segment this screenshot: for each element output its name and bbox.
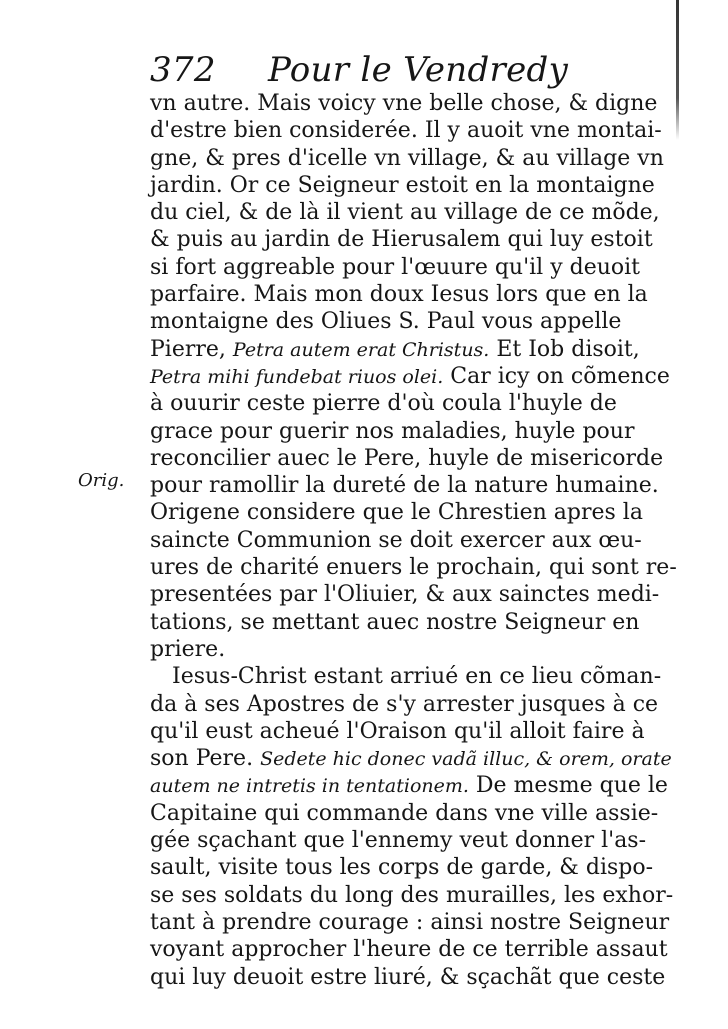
text-segment: du ciel, & de là il vient au village de ce mõde, xyxy=(150,200,660,226)
text-line xyxy=(150,636,590,663)
text-segment: si fort aggreable pour l'œuure qu'il y deuoit xyxy=(150,254,641,280)
text-segment: presentées par l'Oliuier, & aux sainctes medi- xyxy=(150,582,660,608)
latin-quotation: Petra mihi fundebat riuos olei. xyxy=(150,365,444,388)
text-segment: parfaire. Mais mon doux Iesus lors que en la xyxy=(150,282,648,308)
text-segment: voyant approcher l'heure de ce terrible assaut xyxy=(150,937,668,963)
page-edge-shadow xyxy=(676,0,679,140)
text-line xyxy=(150,581,660,608)
text-line xyxy=(150,936,668,963)
text-segment: Et Iob disoit, xyxy=(489,336,640,362)
margin-note: Orig. xyxy=(78,470,125,491)
text-segment: à ouurir ceste pierre d'où coula l'huyle de xyxy=(150,391,617,417)
text-segment: Iesus-Christ estant arriué en ce lieu cõman- xyxy=(172,664,662,690)
text-segment: sault, visite tous les corps de garde, & dispo- xyxy=(150,855,654,881)
text-line xyxy=(150,472,659,499)
text-segment: saincte Communion se doit exercer aux œu- xyxy=(150,527,642,553)
text-segment: Origene considere que le Chrestien apres la xyxy=(150,500,643,526)
latin-quotation: autem ne intretis in tentationem. xyxy=(150,775,469,798)
text-line xyxy=(150,390,617,417)
text-line xyxy=(150,882,674,909)
text-line xyxy=(150,718,645,745)
text-segment: pour ramollir la dureté de la nature humaine. xyxy=(150,473,659,499)
text-line xyxy=(150,827,647,854)
text-line xyxy=(150,145,664,172)
text-line xyxy=(150,800,659,827)
text-line xyxy=(150,909,670,936)
text-line xyxy=(150,336,640,363)
text-segment: vn autre. Mais voicy vne belle chose, & digne xyxy=(150,91,658,116)
text-segment: ures de charité enuers le prochain, qui sont re- xyxy=(150,555,677,581)
text-segment: Capitaine qui commande dans vne ville assie- xyxy=(150,800,659,826)
text-segment: son Pere. xyxy=(150,746,261,772)
running-title: Pour le Vendredy xyxy=(268,50,569,90)
text-segment: qu'il eust acheué l'Oraison qu'il alloit faire à xyxy=(150,718,645,744)
body-text xyxy=(150,90,677,991)
text-line xyxy=(150,527,642,554)
latin-quotation: Sedete hic donec vadã illuc, & orem, orate xyxy=(260,748,672,771)
latin-quotation: Petra autem erat Christus. xyxy=(232,338,490,361)
text-line xyxy=(150,772,668,799)
text-line xyxy=(150,418,635,445)
text-segment: tations, se mettant auec nostre Seigneur en xyxy=(150,609,640,635)
text-line xyxy=(150,90,658,117)
text-line xyxy=(150,172,655,199)
text-line xyxy=(150,663,662,690)
text-segment: da à ses Apostres de s'y arrester jusques à ce xyxy=(150,691,659,717)
text-segment: reconcilier auec le Pere, huyle de misericorde xyxy=(150,445,664,471)
text-line xyxy=(150,308,622,335)
text-segment: priere. xyxy=(150,636,226,662)
text-segment: grace pour guerir nos maladies, huyle pour xyxy=(150,418,635,444)
text-line xyxy=(150,445,664,472)
text-line xyxy=(150,854,654,881)
page-number: 372 xyxy=(150,50,216,90)
text-segment: Pierre, xyxy=(150,336,233,362)
text-segment: Car icy on cõmence xyxy=(443,363,670,389)
text-line xyxy=(150,964,666,991)
text-line xyxy=(150,691,659,718)
text-line xyxy=(150,609,640,636)
text-segment: tant à prendre courage : ainsi nostre Seigneur xyxy=(150,909,670,935)
text-line xyxy=(150,363,670,390)
text-line xyxy=(150,117,662,144)
text-line xyxy=(150,226,653,253)
text-line xyxy=(150,199,660,226)
text-line xyxy=(150,499,643,526)
text-segment: montaigne des Oliues S. Paul vous appelle xyxy=(150,309,622,335)
text-segment: jardin. Or ce Seigneur estoit en la montaigne xyxy=(150,172,655,198)
text-segment: qui luy deuoit estre liuré, & sçachãt que ceste xyxy=(150,964,666,990)
text-line xyxy=(150,554,677,581)
text-line xyxy=(150,281,648,308)
text-segment: & puis au jardin de Hierusalem qui luy estoit xyxy=(150,227,653,253)
text-segment: se ses soldats du long des murailles, les exhor- xyxy=(150,882,674,908)
text-segment: gne, & pres d'icelle vn village, & au village vn xyxy=(150,145,664,171)
text-segment: d'estre bien considerée. Il y auoit vne montai- xyxy=(150,118,662,144)
text-line xyxy=(150,745,672,772)
text-segment: gée sçachant que l'ennemy veut donner l'as- xyxy=(150,828,647,854)
text-line xyxy=(150,254,641,281)
text-segment: De mesme que le xyxy=(468,773,668,799)
